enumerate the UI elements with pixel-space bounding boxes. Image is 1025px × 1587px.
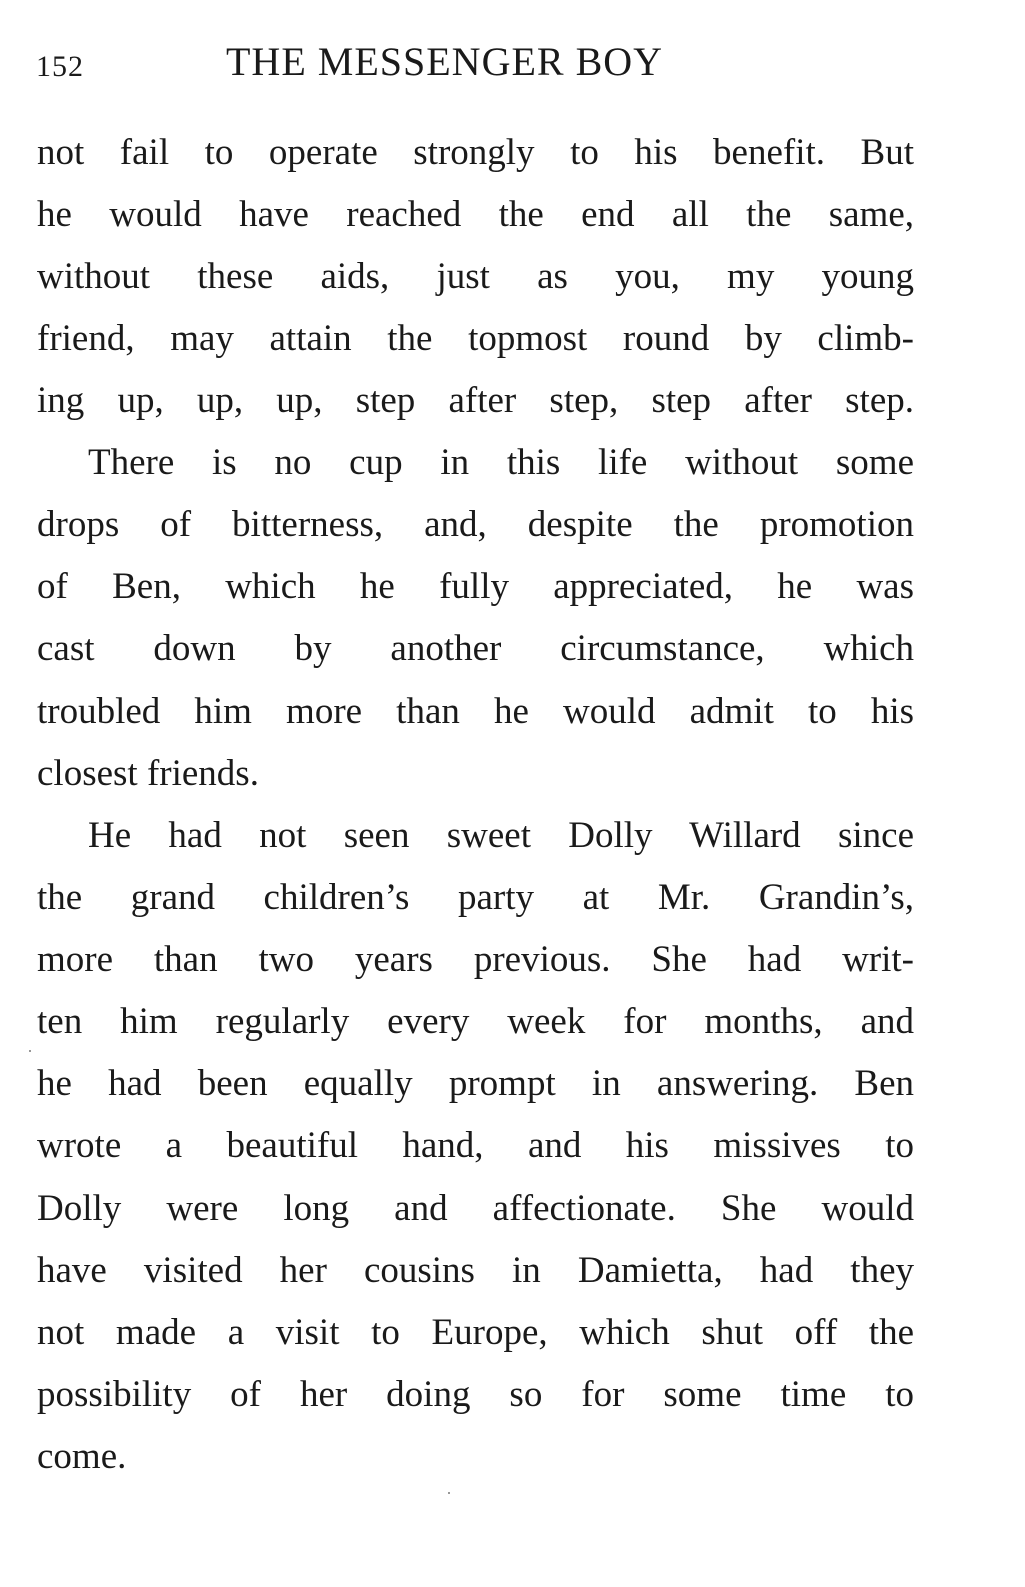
- text-line: come.: [37, 1436, 127, 1477]
- text-line: friend, may attain the topmost round by climb-: [37, 318, 914, 359]
- text-line: closest friends.: [37, 753, 259, 794]
- text-line: possibility of her doing so for some time to: [37, 1374, 914, 1415]
- text-line: have visited her cousins in Damietta, had they: [37, 1250, 914, 1291]
- text-line: he had been equally prompt in answering. Ben: [37, 1063, 914, 1104]
- text-line: without these aids, just as you, my young: [37, 256, 914, 297]
- text-line: There is no cup in this life without some: [88, 442, 914, 483]
- running-title: THE MESSENGER BOY: [226, 39, 664, 84]
- text-line: ing up, up, up, step after step, step after step.: [37, 380, 914, 421]
- text-line: of Ben, which he fully appreciated, he was: [37, 566, 914, 607]
- text-line: troubled him more than he would admit to his: [37, 691, 914, 732]
- scan-speck: [448, 1492, 450, 1494]
- text-line: Dolly were long and affectionate. She would: [37, 1188, 914, 1229]
- page-number: 152: [36, 50, 84, 83]
- text-line: not fail to operate strongly to his benefit. But: [37, 132, 914, 173]
- page-header: [36, 38, 916, 94]
- text-line: more than two years previous. She had writ-: [37, 939, 914, 980]
- text-line: the grand children’s party at Mr. Grandin’s,: [37, 877, 914, 918]
- text-line: He had not seen sweet Dolly Willard since: [88, 815, 914, 856]
- text-line: he would have reached the end all the same,: [37, 194, 914, 235]
- scan-speck: [29, 1050, 31, 1052]
- text-line: cast down by another circumstance, which: [37, 628, 914, 669]
- text-line: not made a visit to Europe, which shut off the: [37, 1312, 914, 1353]
- text-line: drops of bitterness, and, despite the promotion: [37, 504, 914, 545]
- text-line: ten him regularly every week for months, and: [37, 1001, 914, 1042]
- text-line: wrote a beautiful hand, and his missives to: [37, 1125, 914, 1166]
